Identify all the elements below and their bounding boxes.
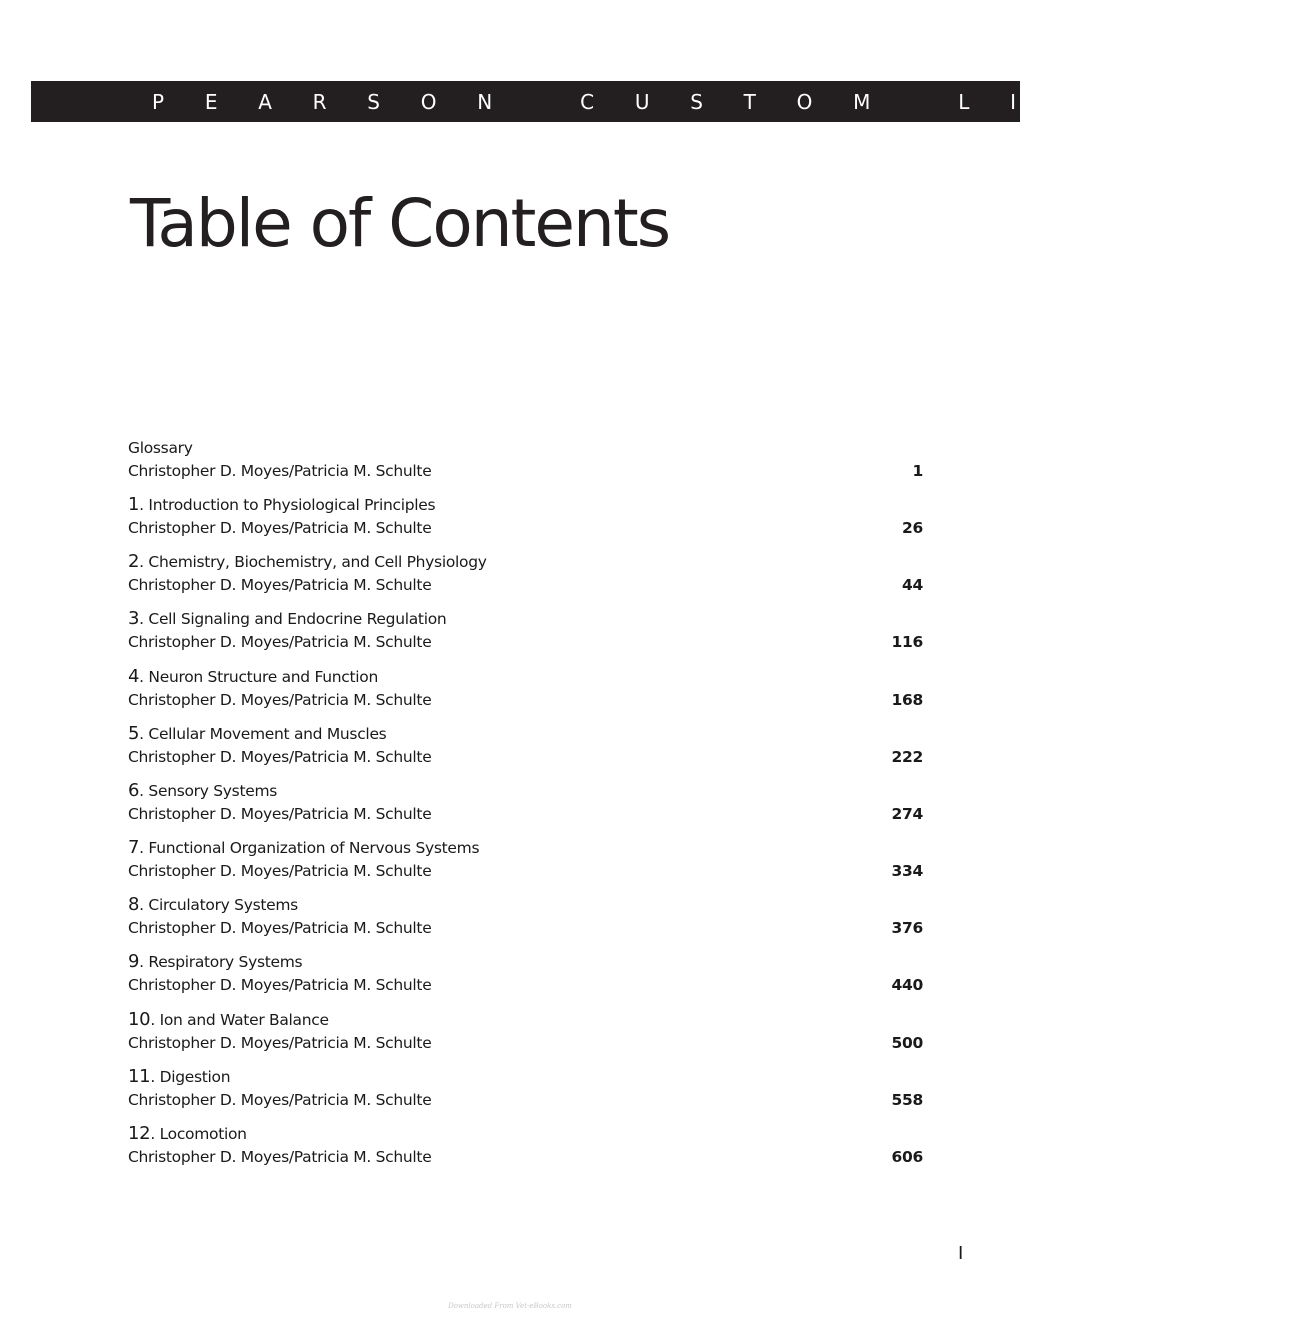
toc-entry-page: 168 [891, 690, 923, 709]
toc-entry-author: Christopher D. Moyes/Patricia M. Schulte [128, 976, 432, 995]
toc-entry-title [128, 438, 193, 458]
toc-entry-number: 2 [128, 551, 140, 573]
toc-entry-author: Christopher D. Moyes/Patricia M. Schulte [128, 462, 432, 480]
toc-entry-author: Christopher D. Moyes/Patricia M. Schulte [128, 576, 432, 595]
toc-entry [128, 722, 923, 779]
toc-entry-title: 4. Neuron Structure and Function [128, 665, 378, 687]
toc-entry-number: 5 [128, 722, 140, 744]
toc-entry-title: 1. Introduction to Physiological Principles [128, 494, 436, 516]
toc-entry-title: 7. Functional Organization of Nervous Systems [128, 837, 480, 859]
toc-entry-author: Christopher D. Moyes/Patricia M. Schulte [128, 1090, 432, 1109]
toc-entry-title-text: Introduction to Physiological Principles [148, 496, 436, 515]
toc-entry-page: 334 [891, 862, 923, 881]
toc-entry [128, 493, 923, 550]
toc-entry-title-text: Glossary [128, 439, 193, 457]
toc-entry-number: 1 [128, 494, 140, 516]
toc-entry-title-text: Neuron Structure and Function [148, 667, 378, 686]
toc-entry-number: 9 [128, 951, 140, 973]
toc-entry-page: 274 [891, 804, 923, 823]
page-number: I [958, 1243, 964, 1264]
toc-entry-title-text: Circulatory Systems [148, 896, 298, 915]
toc-entry-number: 7 [128, 837, 140, 859]
toc-entry-title: 6. Sensory Systems [128, 779, 278, 801]
toc-entry-page: 376 [891, 919, 923, 938]
toc-entry [128, 950, 923, 1007]
toc-entry [128, 436, 923, 493]
toc-entry [128, 893, 923, 950]
watermark: Downloaded From Vet-eBooks.com [448, 1302, 572, 1310]
toc-entry-author: Christopher D. Moyes/Patricia M. Schulte [128, 862, 432, 881]
toc-entry-page: 440 [891, 976, 923, 995]
toc-entry [128, 1065, 923, 1122]
toc-entry [128, 1122, 923, 1179]
toc-entry-author: Christopher D. Moyes/Patricia M. Schulte [128, 633, 432, 652]
toc-entry-title-text: Sensory Systems [148, 781, 278, 800]
toc-entry-number: 11 [128, 1065, 151, 1087]
toc-entry-author: Christopher D. Moyes/Patricia M. Schulte [128, 747, 432, 766]
toc-entry [128, 836, 923, 893]
toc-entry-page: 222 [891, 747, 923, 766]
toc-entry-title-text: Ion and Water Balance [159, 1010, 329, 1029]
toc-entry [128, 779, 923, 836]
toc-entry-page: 558 [891, 1090, 923, 1109]
toc-entry-author: Christopher D. Moyes/Patricia M. Schulte [128, 804, 432, 823]
toc-entry-title-text: Digestion [159, 1067, 231, 1086]
banner-title: P E A R S O N C U S T O M L I B R A R Y [152, 90, 1304, 114]
toc-entry-title-text: Cell Signaling and Endocrine Regulation [148, 610, 447, 629]
toc-entry [128, 1008, 923, 1065]
toc-entry-number: 12 [128, 1122, 151, 1144]
toc-entry-author: Christopher D. Moyes/Patricia M. Schulte [128, 519, 432, 538]
toc-entry-number: 3 [128, 608, 140, 630]
toc-entry-page: 26 [902, 519, 923, 538]
toc-entry-title-text: Functional Organization of Nervous Systems [148, 839, 480, 858]
toc-entry-number: 4 [128, 665, 140, 687]
toc-entry-title: 12. Locomotion [128, 1122, 247, 1144]
toc-entry-author: Christopher D. Moyes/Patricia M. Schulte [128, 919, 432, 938]
toc-entry-number: 10 [128, 1008, 151, 1030]
toc-entry-title: 10. Ion and Water Balance [128, 1008, 329, 1030]
toc-entry-title-text: Cellular Movement and Muscles [148, 724, 387, 743]
toc-entry-author: Christopher D. Moyes/Patricia M. Schulte [128, 1147, 432, 1166]
toc-list [128, 436, 923, 1179]
toc-entry-author: Christopher D. Moyes/Patricia M. Schulte [128, 1033, 432, 1052]
toc-entry-title: 3. Cell Signaling and Endocrine Regulation [128, 608, 447, 630]
toc-entry [128, 550, 923, 607]
page-title: Table of Contents [130, 185, 670, 262]
toc-entry-number: 6 [128, 779, 140, 801]
toc-entry-title: 9. Respiratory Systems [128, 951, 303, 973]
toc-entry-page: 606 [891, 1147, 923, 1166]
toc-entry [128, 607, 923, 664]
toc-entry-title-text: Respiratory Systems [148, 953, 303, 972]
toc-entry-author: Christopher D. Moyes/Patricia M. Schulte [128, 690, 432, 709]
toc-entry-page: 500 [891, 1033, 923, 1052]
toc-entry-title: 5. Cellular Movement and Muscles [128, 722, 387, 744]
toc-entry-title: 8. Circulatory Systems [128, 894, 298, 916]
toc-entry-title: 2. Chemistry, Biochemistry, and Cell Physiology [128, 551, 487, 573]
toc-entry [128, 665, 923, 722]
toc-entry-title-text: Chemistry, Biochemistry, and Cell Physiology [148, 553, 487, 572]
toc-entry-page: 116 [891, 633, 923, 652]
toc-entry-page: 1 [912, 462, 923, 480]
toc-entry-number: 8 [128, 894, 140, 916]
toc-entry-page: 44 [902, 576, 923, 595]
toc-entry-title: 11. Digestion [128, 1065, 231, 1087]
toc-entry-title-text: Locomotion [159, 1124, 247, 1143]
